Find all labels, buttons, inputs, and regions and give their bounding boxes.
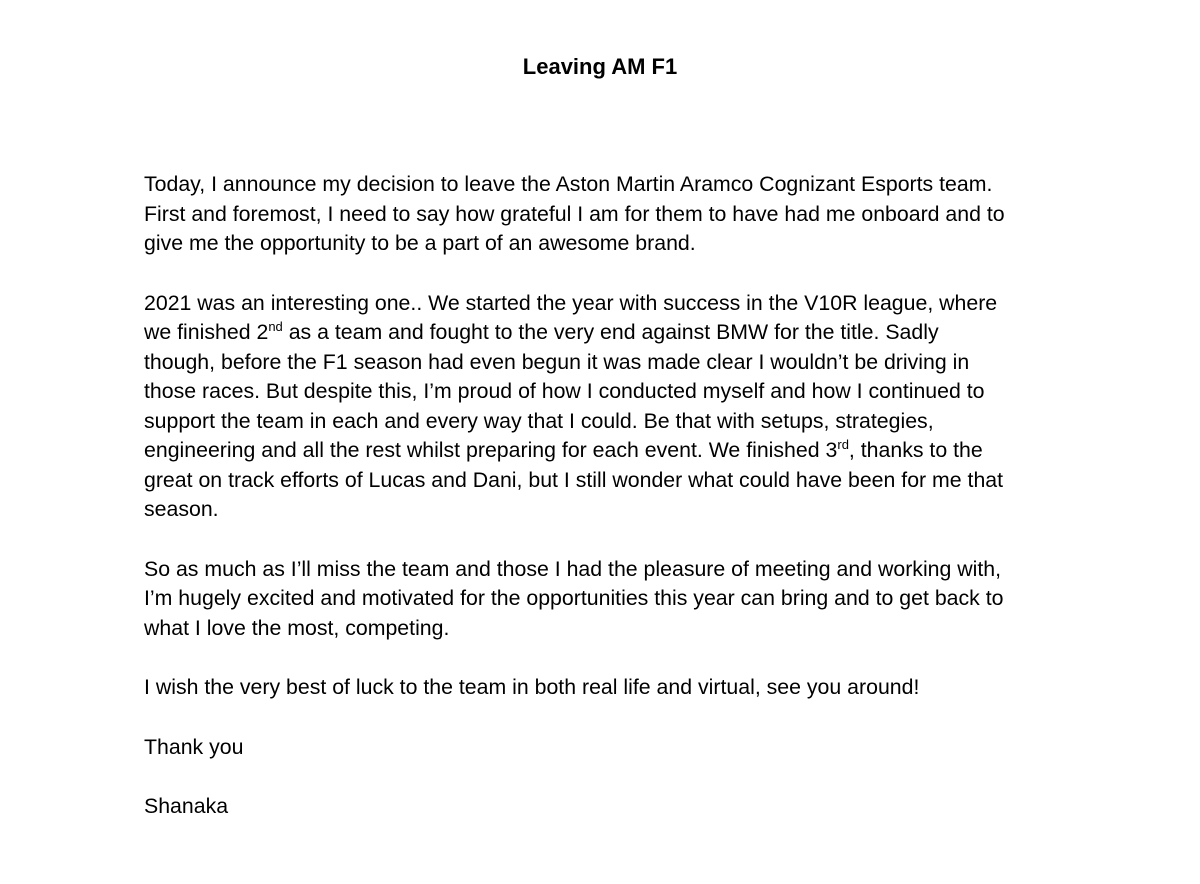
text-line: great on track efforts of Lucas and Dani, but I still wonder what could have been for me that [144, 467, 1004, 492]
text-line: give me the opportunity to be a part of an awesome brand. [144, 231, 696, 255]
paragraph-2021-season [144, 289, 1074, 525]
text-line: I wish the very best of luck to the team in both real life and virtual, see you around! [144, 675, 920, 699]
text-line-with-superscript [144, 318, 1074, 348]
text-fragment: we finished 2 [144, 320, 269, 344]
text-line: what I love the most, competing. [144, 615, 450, 640]
text-line: Today, I announce my decision to leave the Aston Martin Aramco Cognizant Esports team. [144, 172, 993, 196]
text-line: though, before the F1 season had even begun it was made clear I wouldn’t be driving in [144, 349, 970, 374]
text-fragment: as a team and fought to the very end against BMW for the title. Sadly [282, 320, 939, 344]
ordinal-suffix: rd [837, 436, 849, 452]
paragraph-announcement [144, 170, 1074, 259]
text-fragment: , thanks to the [848, 438, 983, 462]
text-fragment: engineering and all the rest whilst preparing for each event. We finished 3 [144, 438, 838, 462]
text-line: 2021 was an interesting one.. We started the year with success in the V10R league, where [144, 290, 998, 315]
text-line: So as much as I’ll miss the team and those I had the pleasure of meeting and working with, [144, 556, 1002, 581]
ordinal-suffix: nd [268, 318, 283, 334]
text-line: support the team in each and every way that I could. Be that with setups, strategies, [144, 408, 934, 433]
text-line: First and foremost, I need to say how grateful I am for them to have had me onboard and to [144, 201, 1005, 226]
text-line-with-superscript [144, 436, 1074, 466]
paragraph-farewell [144, 673, 1074, 703]
closing-line: Thank you [144, 734, 244, 759]
paragraph-excitement [144, 555, 1074, 644]
text-line: I’m hugely excited and motivated for the opportunities this year can bring and to get back to [144, 586, 1004, 610]
text-line: season. [144, 497, 219, 521]
document-body [144, 170, 1074, 852]
document-title: Leaving AM F1 [522, 54, 678, 79]
text-line: those races. But despite this, I’m proud of how I conducted myself and how I continued to [144, 379, 985, 403]
signature: Shanaka [144, 794, 229, 818]
